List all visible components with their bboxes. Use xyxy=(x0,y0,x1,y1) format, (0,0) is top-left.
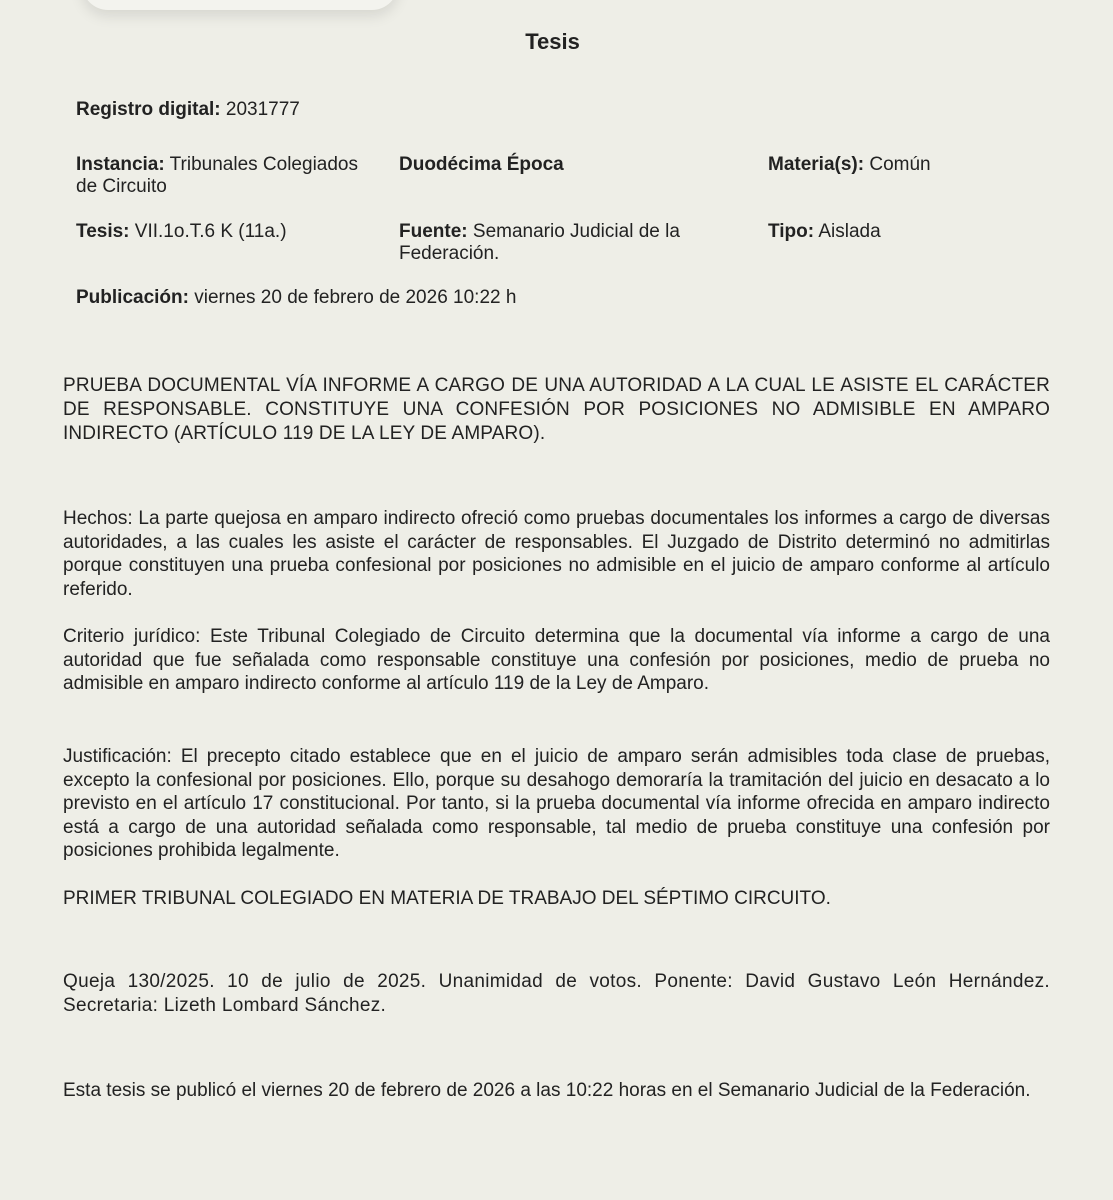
page-title: Tesis xyxy=(525,29,580,54)
tipo-value: Aislada xyxy=(818,221,881,242)
epoca xyxy=(399,154,744,176)
epoca-value: Duodécima Época xyxy=(399,154,564,175)
materia xyxy=(768,154,1068,176)
tesis xyxy=(76,221,376,243)
publicacion-label: Publicación: xyxy=(76,287,189,308)
instancia-value: Tribunales Colegiados de Circuito xyxy=(76,154,358,197)
fuente xyxy=(399,221,744,265)
instancia-label: Instancia: xyxy=(76,154,165,175)
nota-publicacion: Esta tesis se publicó el viernes 20 de febrero de 2026 a las 10:22 horas en el Semanario Judicial de la Federación. xyxy=(63,1080,1031,1101)
tribunal-name: PRIMER TRIBUNAL COLEGIADO EN MATERIA DE TRABAJO DEL SÉPTIMO CIRCUITO. xyxy=(63,888,831,909)
materia-value: Común xyxy=(869,154,931,175)
tesis-label: Tesis: xyxy=(76,221,130,242)
justificacion-paragraph: Justificación: El precepto citado establece que en el juicio de amparo serán admisibles toda clase de pruebas, excepto la confesional por posiciones. Ello, porque su desahogo demoraría la tramitación del juicio en desacato a lo previsto en el artículo 17 constitucional. Por tanto, si la prueba documental vía informe ofrecida en amparo indirecto está a cargo de una autoridad señalada como responsable, tal medio de prueba constituye una confesión por posiciones prohibida legalmente. xyxy=(63,746,1050,861)
registro-value: 2031777 xyxy=(225,99,300,120)
fuente-label: Fuente: xyxy=(399,221,468,242)
tipo xyxy=(768,221,1068,243)
top-tab-shape xyxy=(82,0,398,10)
publicacion-value: viernes 20 de febrero de 2026 10:22 h xyxy=(194,287,517,308)
rubro: PRUEBA DOCUMENTAL VÍA INFORME A CARGO DE UNA AUTORIDAD A LA CUAL LE ASISTE EL CARÁCTER DE RESPONSABLE. CONSTITUYE UNA CONFESIÓN POR POSICIONES NO ADMISIBLE EN AMPARO INDIRECTO (ARTÍCULO 119 DE LA LEY DE AMPARO). xyxy=(63,375,1050,444)
precedente-paragraph: Queja 130/2025. 10 de julio de 2025. Unanimidad de votos. Ponente: David Gustavo León Hernández. Secretaria: Lizeth Lombard Sánchez. xyxy=(63,971,1050,1016)
hechos-paragraph: Hechos: La parte quejosa en amparo indirecto ofreció como pruebas documentales los informes a cargo de diversas autoridades, a las cuales les asiste el carácter de responsables. El Juzgado de Distrito determinó no admitirlas porque constituyen una prueba confesional por posiciones no admisible en el juicio de amparo conforme al artículo referido. xyxy=(63,508,1050,600)
tipo-label: Tipo: xyxy=(768,221,815,242)
registro-label: Registro digital: xyxy=(76,99,221,120)
criterio-paragraph: Criterio jurídico: Este Tribunal Colegiado de Circuito determina que la documental vía informe a cargo de una autoridad que fue señalada como responsable constituye una confesión por posiciones, medio de prueba no admisible en amparo indirecto conforme al artículo 119 de la Ley de Amparo. xyxy=(63,626,1050,694)
publicacion xyxy=(76,287,776,309)
instancia xyxy=(76,154,376,198)
tesis-value: VII.1o.T.6 K (11a.) xyxy=(134,221,287,242)
materia-label: Materia(s): xyxy=(768,154,865,175)
registro-digital xyxy=(76,99,376,121)
fuente-value: Semanario Judicial de la Federación. xyxy=(399,221,680,264)
